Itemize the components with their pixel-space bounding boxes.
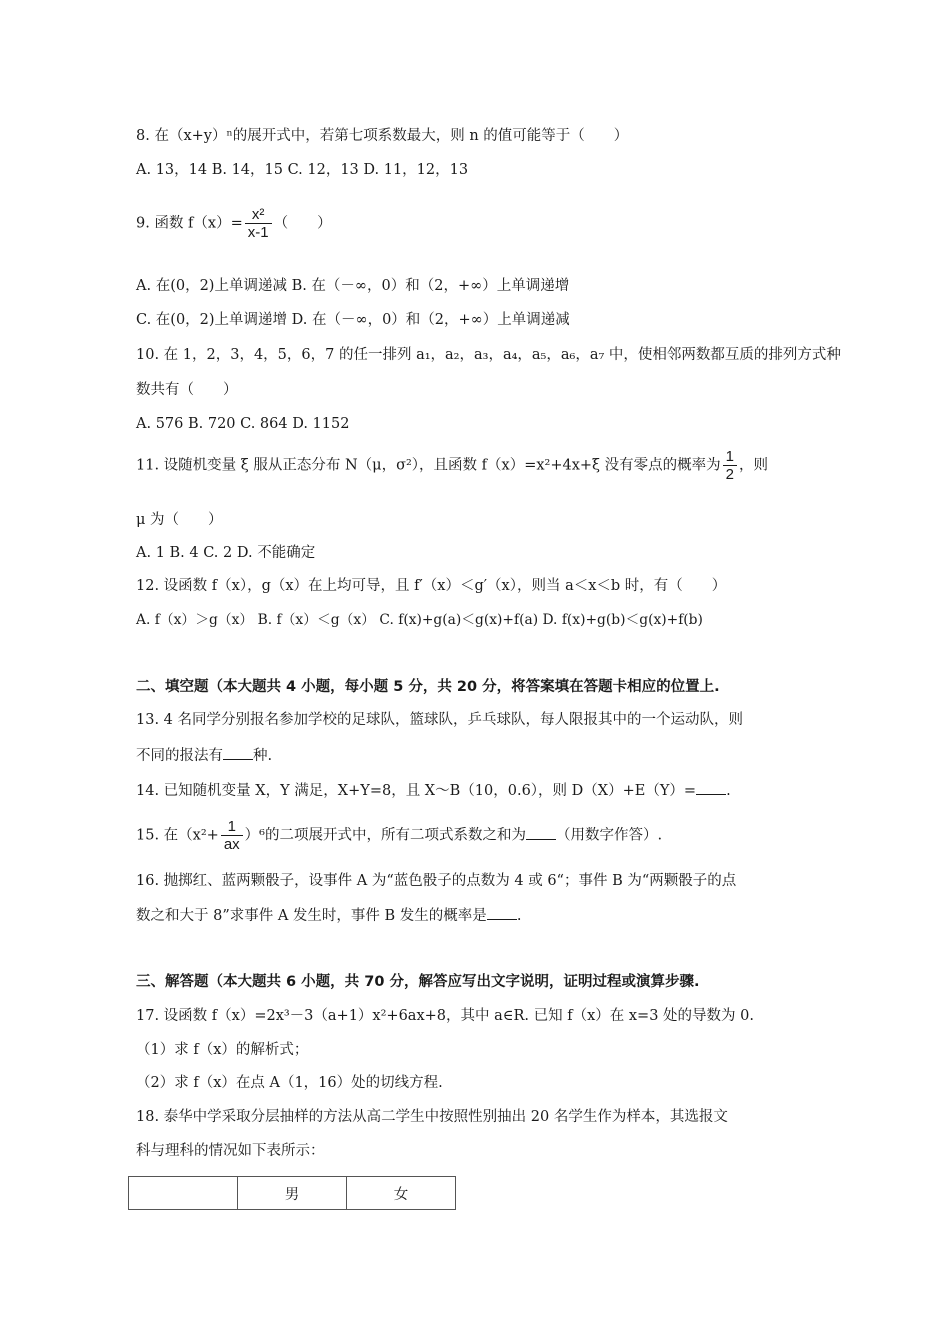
q14-stem: [136, 780, 731, 801]
q14-answer-blank: [696, 780, 726, 795]
q10-options: A. 576 B. 720 C. 864 D. 1152: [136, 416, 350, 432]
q15-frac-den: ax: [221, 835, 243, 853]
q15-frac-num: 1: [227, 818, 236, 835]
q13-line2-prefix: 不同的报法有: [136, 748, 223, 764]
q11-stem: [136, 448, 768, 483]
q16-line1: 16. 抛掷红、蓝两颗骰子，设事件 A 为“蓝色骰子的点数为 4 或 6“；事件 B 为“两颗骰子的点: [136, 873, 737, 889]
q10-stem-line2: 数共有（ ）: [136, 382, 238, 398]
q15-stem: [136, 818, 662, 853]
q11-fraction: [723, 448, 737, 483]
q9-option-cd: C. 在(0，2)上单调递增 D. 在（－∞，0）和（2，+∞）上单调递减: [136, 312, 570, 328]
q8-stem: 8. 在（x+y）ⁿ的展开式中，若第七项系数最大，则 n 的值可能等于（ ）: [136, 128, 629, 144]
q13-line2: [136, 745, 272, 766]
table-header-cell-female: 女: [347, 1177, 456, 1210]
q11-frac-num: 1: [725, 448, 734, 465]
section2-title: 二、填空题（本大题共 4 小题，每小题 5 分，共 20 分，将答案填在答题卡相应的位置上.: [136, 679, 720, 695]
q9-frac-den: x-1: [245, 223, 272, 241]
q16-answer-blank: [487, 905, 517, 920]
q12-options: A. f（x）＞g（x） B. f（x）＜g（x） C. f(x)+g(a)＜g(x)+f(a) D. f(x)+g(b)＜g(x)+f(b): [136, 612, 703, 628]
q16-line2-prefix: 数之和大于 8”求事件 A 发生时，事件 B 发生的概率是: [136, 908, 487, 924]
q11-stem-line2: μ 为（ ）: [136, 512, 223, 528]
q15-prefix: 15. 在（x²+: [136, 827, 219, 844]
q9-stem: [136, 206, 332, 241]
table-header-cell-empty: [129, 1177, 238, 1210]
q9-option-ab: A. 在(0，2)上单调递减 B. 在（－∞，0）和（2，+∞）上单调递增: [136, 278, 570, 294]
q8-options: A. 13，14 B. 14，15 C. 12，13 D. 11，12，13: [136, 162, 469, 178]
q16-line2: [136, 905, 521, 926]
table-header-cell-male: 男: [238, 1177, 347, 1210]
q13-answer-blank: [223, 745, 253, 760]
q9-stem-prefix: 9. 函数 f（x）=: [136, 215, 243, 232]
q15-middle: ）⁶的二项展开式中，所有二项式系数之和为: [244, 827, 526, 844]
q17-stem: 17. 设函数 f（x）=2x³－3（a+1）x²+6ax+8，其中 a∈R. 已知 f（x）在 x=3 处的导数为 0.: [136, 1008, 754, 1024]
q11-stem-suffix: ，则: [739, 457, 768, 474]
q18-table: [128, 1176, 456, 1210]
table-row: [129, 1177, 456, 1210]
q9-frac-num: x²: [251, 206, 265, 223]
q18-line1: 18. 泰华中学采取分层抽样的方法从高二学生中按照性别抽出 20 名学生作为样本，其选报文: [136, 1109, 728, 1125]
q12-stem: 12. 设函数 f（x），g（x）在上均可导，且 f′（x）＜g′（x），则当 a＜x＜b 时，有（ ）: [136, 578, 727, 594]
q16-line2-suffix: .: [516, 908, 522, 924]
q10-stem-line1: 10. 在 1，2，3，4，5，6，7 的任一排列 a₁，a₂，a₃，a₄，a₅，a₆，a₇ 中，使相邻两数都互质的排列方式种: [136, 347, 841, 363]
q15-answer-blank: [526, 825, 556, 840]
q15-fraction: [221, 818, 243, 853]
q15-suffix: （用数字作答）.: [555, 827, 663, 844]
q13-line2-suffix: 种.: [253, 748, 273, 764]
q13-line1: 13. 4 名同学分别报名参加学校的足球队，篮球队，乒乓球队，每人限报其中的一个运动队，则: [136, 712, 743, 728]
q11-stem-prefix: 11. 设随机变量 ξ 服从正态分布 N（μ，σ²），且函数 f（x）=x²+4x+ξ 没有零点的概率为: [136, 457, 721, 474]
q17-part1: （1）求 f（x）的解析式；: [136, 1042, 309, 1058]
q11-options: A. 1 B. 4 C. 2 D. 不能确定: [136, 545, 316, 561]
q9-fraction: [245, 206, 272, 241]
q11-frac-den: 2: [723, 465, 737, 483]
section3-title: 三、解答题（本大题共 6 小题，共 70 分，解答应写出文字说明，证明过程或演算步骤.: [136, 974, 700, 990]
q14-prefix: 14. 已知随机变量 X，Y 满足，X+Y=8，且 X～B（10，0.6），则 D（X）+E（Y）=: [136, 783, 697, 799]
q14-suffix: .: [726, 783, 731, 799]
q17-part2: （2）求 f（x）在点 A（1，16）处的切线方程.: [136, 1075, 443, 1091]
q9-stem-suffix: （ ）: [273, 215, 332, 232]
q18-line2: 科与理科的情况如下表所示：: [136, 1143, 325, 1159]
